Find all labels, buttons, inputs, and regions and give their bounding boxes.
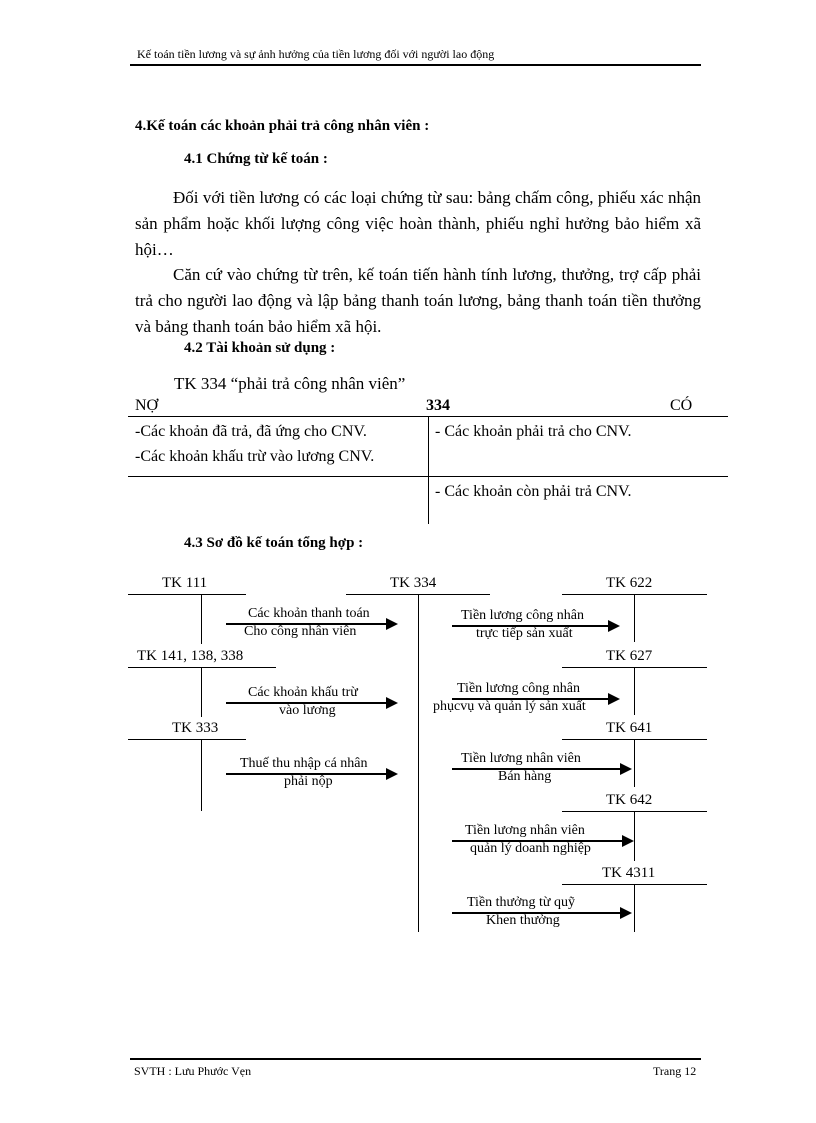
t-account-credit-label: CÓ [670, 397, 693, 414]
footer-divider [130, 1058, 701, 1060]
flow-7-top-label: Tiền lương nhân viên [465, 823, 585, 838]
flow-7-arrow-head-icon [622, 835, 634, 847]
diagram-tk333-stem [201, 739, 202, 811]
header-divider [130, 64, 701, 66]
footer-page-number: Trang 12 [653, 1064, 697, 1078]
diagram-tk642-stem [634, 811, 635, 861]
account-caption: TK 334 “phải trả công nhân viên” [174, 374, 406, 393]
flow-1-top-label: Các khoản thanh toán [248, 606, 370, 621]
t-account-debit-label: NỢ [135, 397, 159, 414]
diagram-tk141-line [128, 667, 276, 668]
diagram-tk627-stem [634, 667, 635, 715]
subsection-4-2-title: 4.2 Tài khoản sử dụng : [184, 340, 336, 356]
flow-2-bottom-label: vào lương [279, 703, 336, 718]
flow-3-bottom-label: phải nộp [284, 774, 333, 789]
diagram-tk642-label: TK 642 [606, 792, 653, 808]
diagram-tk4311-label: TK 4311 [602, 865, 656, 881]
t-account-vertical-line [428, 416, 429, 524]
flow-6-arrow-head-icon [620, 763, 632, 775]
diagram-tk627-label: TK 627 [606, 648, 653, 664]
diagram-tk334-stem [418, 594, 419, 932]
t-account-credit-item-1: - Các khoản phải trả cho CNV. [435, 423, 632, 440]
page-header-title: Kế toán tiền lương và sự ảnh hưởng của tiền lương đối với người lao động [137, 47, 495, 61]
flow-6-top-label: Tiền lương nhân viên [461, 751, 581, 766]
flow-4-arrow-head-icon [608, 620, 620, 632]
paragraph-documents [135, 185, 701, 263]
subsection-4-3-title: 4.3 Sơ đồ kế toán tổng hợp : [184, 535, 364, 551]
flow-6-bottom-label: Bán hàng [498, 769, 552, 784]
t-account-debit-item-1: -Các khoản đã trả, đã ứng cho CNV. [135, 423, 367, 440]
flow-4-top-label: Tiền lương công nhân [461, 608, 584, 623]
paragraph-basis-text: Căn cứ vào chứng từ trên, kế toán tiến hành tính lương, thưởng, trợ cấp phải trả cho người lao động và lập bảng thanh toán lương, bảng thanh toán tiền thưởng và bảng thanh toán bảo hiểm xã hội. [135, 265, 701, 336]
diagram-tk641-stem [634, 739, 635, 787]
t-account-credit-balance: - Các khoản còn phải trả CNV. [435, 483, 632, 500]
flow-4-bottom-label: trực tiếp sản xuất [476, 626, 573, 641]
diagram-tk641-label: TK 641 [606, 720, 653, 736]
diagram-tk141-label: TK 141, 138, 338 [137, 648, 244, 664]
diagram-tk111-stem [201, 594, 202, 644]
flow-1-arrow-head-icon [386, 618, 398, 630]
diagram-tk622-stem [634, 594, 635, 642]
diagram-tk141-stem [201, 667, 202, 717]
subsection-4-1-title: 4.1 Chứng từ kế toán : [184, 151, 328, 167]
flow-8-bottom-label: Khen thưởng [486, 913, 560, 928]
flow-2-arrow-head-icon [386, 697, 398, 709]
t-account-debit-item-2: -Các khoản khấu trừ vào lương CNV. [135, 448, 375, 465]
footer-author: SVTH : Lưu Phước Vẹn [134, 1064, 252, 1078]
flow-8-arrow-head-icon [620, 907, 632, 919]
section-title: 4.Kế toán các khoản phải trả công nhân viên : [135, 118, 430, 134]
flow-5-top-label: Tiền lương công nhân [457, 681, 580, 696]
diagram-tk4311-stem [634, 884, 635, 932]
flow-1-bottom-label: Cho công nhân viên [244, 624, 357, 639]
diagram-tk334-label: TK 334 [390, 575, 437, 591]
flow-7-bottom-label: quản lý doanh nghiệp [470, 841, 591, 856]
diagram-tk333-label: TK 333 [172, 720, 219, 736]
diagram-tk111-line [128, 594, 246, 595]
flow-2-top-label: Các khoản khấu trừ [248, 685, 358, 700]
flow-3-top-label: Thuế thu nhập cá nhân [240, 756, 368, 771]
flow-5-arrow-head-icon [608, 693, 620, 705]
flow-3-arrow-head-icon [386, 768, 398, 780]
diagram-tk333-line [128, 739, 246, 740]
flow-5-bottom-label: phụcvụ và quản lý sản xuất [433, 699, 586, 714]
diagram-tk622-label: TK 622 [606, 575, 653, 591]
paragraph-basis [135, 262, 701, 340]
t-account-number: 334 [426, 397, 450, 414]
flow-8-top-label: Tiền thưởng từ quỹ [467, 895, 576, 910]
paragraph-documents-text: Đối với tiền lương có các loại chứng từ sau: bảng chấm công, phiếu xác nhận sản phẩm hoặc khối lượng công việc hoàn thành, phiếu nghỉ hưởng bảo hiểm xã hội… [135, 188, 701, 259]
t-account-balance-line [128, 476, 728, 477]
diagram-tk111-label: TK 111 [162, 575, 208, 591]
